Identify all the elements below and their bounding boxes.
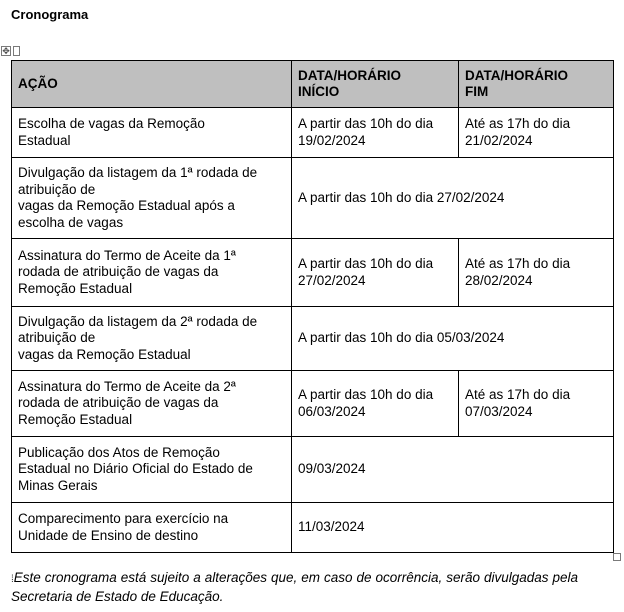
cell-acao: Publicação dos Atos de Remoção Estadual no Diário Oficial do Estado de Minas Gerais xyxy=(12,437,292,503)
header-acao: AÇÃO xyxy=(12,61,292,108)
paragraph-marker-icon xyxy=(13,46,20,56)
table-resize-handle[interactable] xyxy=(613,553,621,561)
text-cursor-icon: ⁞ xyxy=(11,574,14,585)
table-row xyxy=(12,437,614,503)
table-row xyxy=(12,158,614,239)
cell-inicio-merged: 09/03/2024 xyxy=(292,437,614,503)
cell-inicio: A partir das 10h do dia 19/02/2024 xyxy=(292,108,459,158)
cell-acao: Escolha de vagas da Remoção Estadual xyxy=(12,108,292,158)
cell-inicio: A partir das 10h do dia 27/02/2024 xyxy=(292,239,459,307)
cell-fim: Até as 17h do dia 07/03/2024 xyxy=(459,371,614,437)
schedule-table xyxy=(11,60,614,553)
footnote-text: Este cronograma está sujeito a alterações que, em caso de ocorrência, serão divulgadas pela Secretaria de Estado de Educação. xyxy=(11,570,578,604)
cell-inicio-merged: A partir das 10h do dia 05/03/2024 xyxy=(292,307,614,371)
table-row xyxy=(12,371,614,437)
move-handle-icon[interactable]: ✥ xyxy=(2,46,10,56)
cell-fim: Até as 17h do dia 28/02/2024 xyxy=(459,239,614,307)
cell-inicio: A partir das 10h do dia 06/03/2024 xyxy=(292,371,459,437)
table-row xyxy=(12,307,614,371)
cell-acao: Divulgação da listagem da 2ª rodada de atribuição de vagas da Remoção Estadual xyxy=(12,307,292,371)
table-row xyxy=(12,108,614,158)
footnote xyxy=(11,569,578,605)
cell-acao: Comparecimento para exercício na Unidade de Ensino de destino xyxy=(12,503,292,553)
header-inicio: DATA/HORÁRIO INÍCIO xyxy=(292,61,459,108)
cell-inicio-merged: 11/03/2024 xyxy=(292,503,614,553)
header-fim: DATA/HORÁRIO FIM xyxy=(459,61,614,108)
cell-fim: Até as 17h do dia 21/02/2024 xyxy=(459,108,614,158)
cell-acao: Assinatura do Termo de Aceite da 2ª rodada de atribuição de vagas da Remoção Estadual xyxy=(12,371,292,437)
cell-acao: Assinatura do Termo de Aceite da 1ª rodada de atribuição de vagas da Remoção Estadual xyxy=(12,239,292,307)
cell-acao: Divulgação da listagem da 1ª rodada de atribuição de vagas da Remoção Estadual após a escolha de vagas xyxy=(12,158,292,239)
document-title: Cronograma xyxy=(11,7,89,22)
cell-inicio-merged: A partir das 10h do dia 27/02/2024 xyxy=(292,158,614,239)
table-row xyxy=(12,239,614,307)
table-row xyxy=(12,503,614,553)
table-header-row xyxy=(12,61,614,108)
